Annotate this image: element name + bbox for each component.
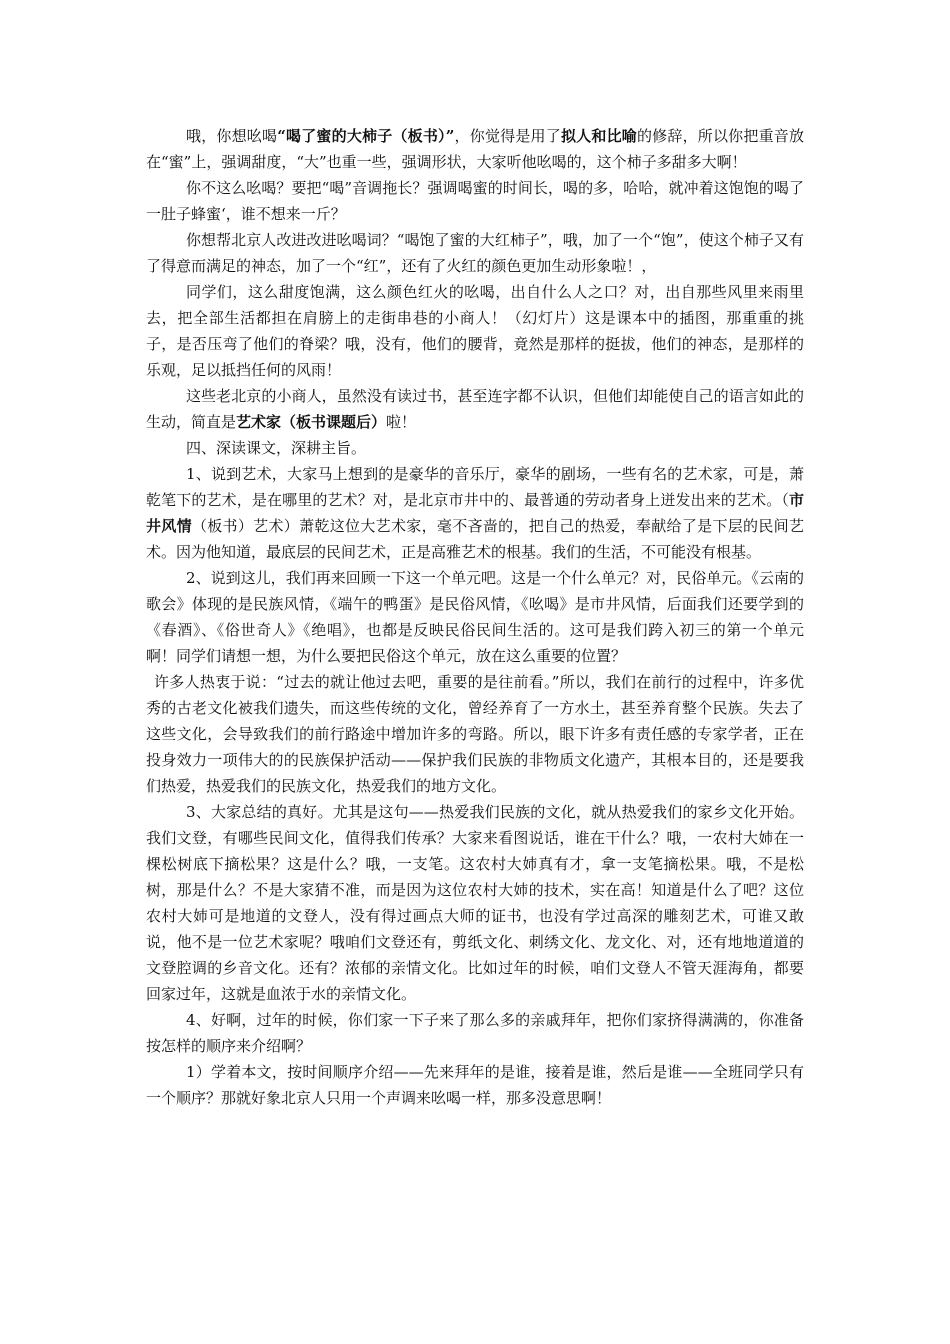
paragraph (146, 175, 804, 227)
bold-text: 拟人和比喻 (560, 127, 637, 145)
paragraph (146, 383, 804, 435)
text-segment: 这些老北京的小商人，虽然没有读过书，甚至连字都不认识，但他们却能使自己的语言如此的生动，简直是 (146, 387, 804, 431)
paragraph (146, 435, 804, 461)
text-segment: 4、好啊，过年的时候，你们家一下子来了那么多的亲戚拜年，把你们家挤得满满的，你准备按怎样的顺序来介绍啊？ (146, 1011, 804, 1055)
text-segment: 你想帮北京人改进改进吆喝词？“喝饱了蜜的大红柿子”，哦，加了一个“饱”，使这个柿子又有了得意而满足的神态，加了一个“红”，还有了火红的颜色更加生动形象啦！， (146, 231, 804, 275)
paragraph (146, 1059, 804, 1111)
text-segment: 3、大家总结的真好。尤其是这句——热爱我们民族的文化，就从热爱我们的家乡文化开始。我们文登，有哪些民间文化，值得我们传承？大家来看图说话，谁在干什么？哦，一农村大姉在一棵松树底下摘松果？这是什么？哦，一支笔。这农村大姉真有才，拿一支笔摘松果。哦，不是松树，那是什么？不是大家猜不准，而是因为这位农村大姉的技术，实在高！知道是什么了吧？这位农村大姉可是地道的文登人，没有得过画点大师的证书，也没有学过高深的雕刻艺术，可谁又敢说，他不是一位艺术家呢？哦咱们文登还有，剪纸文化、刺绣文化、龙文化、对，还有地地道道的文登腔调的乡音文化。还有？浓郁的亲情文化。比如过年的时候，咱们文登人不管天涯海角，都要回家过年，这就是血浓于水的亲情文化。 (146, 803, 804, 1003)
text-segment: 你不这么吆喝？要把“喝”音调拖长？强调喝蜜的时间长，喝的多，哈哈，就冲着这饱饱的喝了一肚子蜂蜜‘，谁不想来一斤？ (146, 179, 804, 223)
paragraph (146, 279, 804, 383)
paragraph (146, 1007, 804, 1059)
bold-text: “喝了蜜的大柿子（板书）” (277, 127, 455, 145)
text-segment: 许多人热衷于说：“过去的就让他过去吧，重要的是往前看。”所以，我们在前行的过程中，许多优秀的古老文化被我们遗失，而这些传统的文化，曾经养育了一方水土，甚至养育整个民族。失去了这些文化，会导致我们的前行路途中增加许多的弯路。所以，眼下许多有责任感的专家学者，正在投身效力一项伟大的的民族保护活动——保护我们民族的非物质文化遗产，其根本目的，还是要我们热爱，热爱我们的民族文化，热爱我们的地方文化。 (146, 673, 804, 795)
text-segment: 1）学着本文，按时间顺序介绍——先来拜年的是谁，接着是谁，然后是谁——全班同学只有一个顺序？那就好象北京人只用一个声调来吆喝一样，那多没意思啊！ (146, 1063, 804, 1107)
paragraph (146, 123, 804, 175)
paragraph (146, 227, 804, 279)
text-segment: 哦，你想吆喝 (186, 127, 278, 145)
text-segment: ，你觉得是用了 (454, 127, 561, 145)
bold-text: 艺术家（板书课题后） (236, 413, 387, 431)
bold-text: 市井风情 (146, 491, 804, 535)
text-segment: 2、说到这儿，我们再来回顾一下这一个单元吧。这是一个什么单元？对，民俗单元。《云南的歌会》体现的是民族风情，《端午的鸭蛋》是民俗风情，《吆喝》是市井风情，后面我们还要学到的《春酒》、《俗世奇人》《绝唱》，也都是反映民俗民间生活的。这可是我们跨入初三的第一个单元啊！同学们请想一想，为什么要把民俗这个单元，放在这么重要的位置？ (146, 569, 804, 665)
text-segment: （板书）艺术）萧乾这位大艺术家，毫不吝啬的，把自己的热爱，奉献给了是下层的民间艺术。因为他知道，最底层的民间艺术，正是高雅艺术的根基。我们的生活，不可能没有根基。 (146, 517, 804, 561)
paragraph (146, 565, 804, 669)
text-segment: 的修辞，所以你把重音放在“蜜”上，强调甜度，“大”也重一些，强调形状，大家听他吆喝的，这个柿子多甜多大啊！ (146, 127, 804, 171)
paragraph (146, 799, 804, 1007)
text-segment: 同学们，这么甜度饱满，这么颜色红火的吆喝，出自什么人之口？对，出自那些风里来雨里去，把全部生活都担在肩膀上的走街串巷的小商人！（幻灯片）这是课本中的插图，那重重的挑子，是否压弯了他们的脊梁？哦，没有，他们的腰背，竟然是那样的挺拔，他们的神态，是那样的乐观，足以抵挡任何的风雨！ (146, 283, 804, 379)
paragraph (146, 461, 804, 565)
text-segment: 啦！ (386, 413, 417, 431)
paragraph (146, 669, 804, 799)
text-segment: 1、说到艺术，大家马上想到的是豪华的音乐厅，豪华的剧场，一些有名的艺术家，可是，萧乾笔下的艺术，是在哪里的艺术？对，是北京市井中的、最普通的劳动者身上迸发出来的艺术。（ (146, 465, 804, 509)
document-body (146, 123, 804, 1111)
text-segment: 四、深读课文，深耕主旨。 (186, 439, 367, 457)
